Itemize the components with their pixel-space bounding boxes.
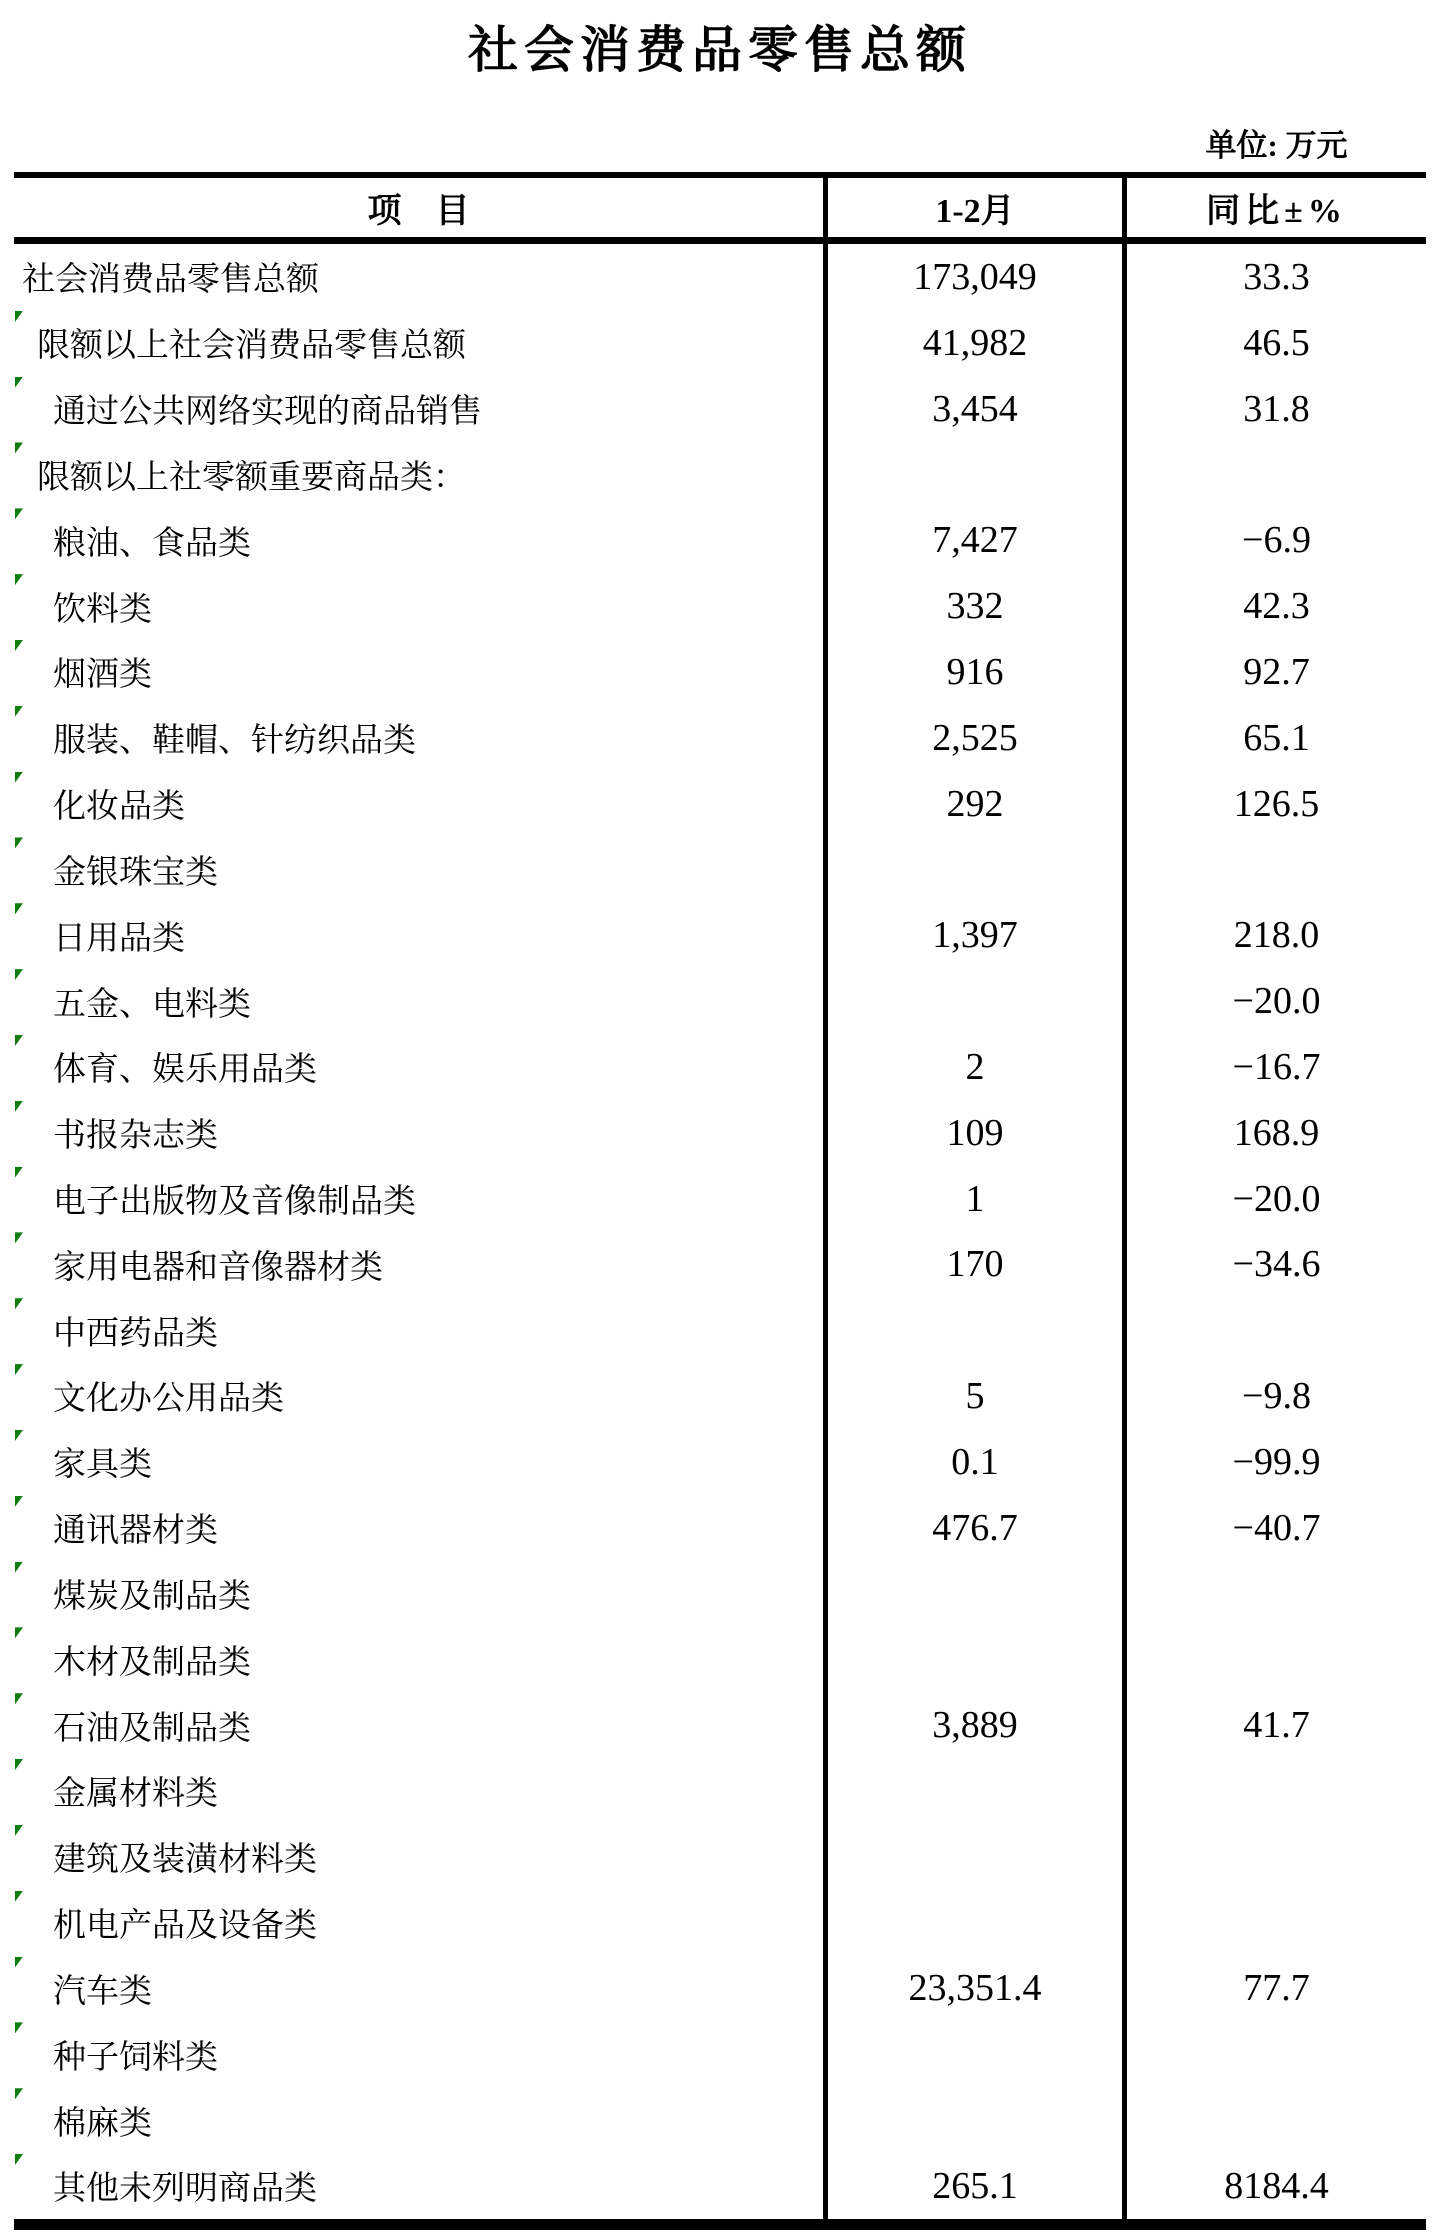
yoy-cell: −40.7 — [1122, 1495, 1426, 1561]
item-cell — [14, 1824, 823, 1890]
value-cell: 23,351.4 — [823, 1956, 1122, 2022]
item-cell — [14, 1890, 823, 1956]
value-cell: 170 — [823, 1231, 1122, 1297]
value-cell: 173,049 — [823, 244, 1122, 310]
item-label: 石油及制品类 — [53, 1710, 251, 1747]
item-label: 汽车类 — [53, 1973, 152, 2010]
yoy-cell — [1122, 1890, 1426, 1956]
value-cell — [823, 2087, 1122, 2153]
yoy-cell: 92.7 — [1122, 639, 1426, 705]
item-cell — [14, 1166, 823, 1232]
item-cell — [14, 1956, 823, 2022]
value-cell — [823, 968, 1122, 1034]
value-cell — [823, 1758, 1122, 1824]
yoy-cell: 218.0 — [1122, 902, 1426, 968]
item-label: 种子饲料类 — [53, 2039, 218, 2076]
table-row — [14, 376, 1426, 442]
yoy-cell: −99.9 — [1122, 1429, 1426, 1495]
comment-marker-icon — [15, 1825, 23, 1836]
value-cell: 332 — [823, 573, 1122, 639]
item-cell — [14, 310, 823, 376]
unit-label: 单位: 万元 — [1205, 128, 1348, 163]
table-body — [14, 244, 1426, 2219]
table-row — [14, 1231, 1426, 1297]
yoy-cell — [1122, 836, 1426, 902]
comment-marker-icon — [15, 574, 23, 585]
value-cell: 0.1 — [823, 1429, 1122, 1495]
item-label: 中西药品类 — [53, 1315, 218, 1352]
item-cell — [14, 1626, 823, 1692]
comment-marker-icon — [15, 311, 23, 322]
value-cell — [823, 1561, 1122, 1627]
yoy-cell: 126.5 — [1122, 771, 1426, 837]
retail-sales-table — [14, 172, 1426, 2230]
comment-marker-icon — [15, 640, 23, 651]
value-cell: 292 — [823, 771, 1122, 837]
item-cell — [14, 1692, 823, 1758]
item-label: 通讯器材类 — [53, 1513, 218, 1550]
table-header-row — [14, 178, 1426, 244]
value-cell: 1 — [823, 1166, 1122, 1232]
table-row — [14, 1824, 1426, 1890]
comment-marker-icon — [15, 1627, 23, 1638]
item-cell — [14, 1429, 823, 1495]
yoy-cell: −20.0 — [1122, 1166, 1426, 1232]
page-title: 社会消费品零售总额 — [468, 22, 972, 78]
item-cell — [14, 639, 823, 705]
yoy-cell: 46.5 — [1122, 310, 1426, 376]
yoy-cell: −20.0 — [1122, 968, 1426, 1034]
table-row — [14, 639, 1426, 705]
value-cell: 2 — [823, 1034, 1122, 1100]
item-cell — [14, 1561, 823, 1627]
item-label: 其他未列明商品类 — [53, 2171, 317, 2208]
value-cell: 5 — [823, 1363, 1122, 1429]
value-cell — [823, 1297, 1122, 1363]
item-cell — [14, 1495, 823, 1561]
item-label: 电子出版物及音像制品类 — [53, 1184, 416, 1220]
table-row — [14, 1429, 1426, 1495]
item-label: 烟酒类 — [53, 657, 152, 694]
item-label: 限额以上社零额重要商品类： — [37, 459, 466, 496]
item-cell — [14, 771, 823, 837]
value-cell: 476.7 — [823, 1495, 1122, 1561]
item-cell — [14, 1034, 823, 1100]
comment-marker-icon — [15, 772, 23, 783]
value-cell — [823, 1890, 1122, 1956]
comment-marker-icon — [15, 1167, 23, 1178]
item-cell — [14, 836, 823, 902]
item-label: 体育、娱乐用品类 — [53, 1052, 317, 1089]
value-cell: 2,525 — [823, 705, 1122, 771]
yoy-cell: 8184.4 — [1122, 2153, 1426, 2219]
value-cell: 3,889 — [823, 1692, 1122, 1758]
table-row — [14, 1034, 1426, 1100]
item-cell — [14, 507, 823, 573]
comment-marker-icon — [15, 1693, 23, 1704]
yoy-cell — [1122, 1561, 1426, 1627]
yoy-cell — [1122, 1758, 1426, 1824]
yoy-cell — [1122, 2087, 1426, 2153]
table-row — [14, 310, 1426, 376]
item-cell — [14, 1100, 823, 1166]
comment-marker-icon — [15, 706, 23, 717]
yoy-cell: −6.9 — [1122, 507, 1426, 573]
table-row — [14, 1692, 1426, 1758]
item-label: 日用品类 — [53, 920, 185, 957]
yoy-cell — [1122, 2021, 1426, 2087]
table-row — [14, 771, 1426, 837]
comment-marker-icon — [15, 1298, 23, 1309]
header-period-column: 1-2月 — [823, 178, 1122, 244]
table-row — [14, 902, 1426, 968]
item-label: 限额以上社会消费品零售总额 — [37, 328, 466, 365]
yoy-cell — [1122, 1824, 1426, 1890]
item-cell — [14, 376, 823, 442]
yoy-cell — [1122, 1297, 1426, 1363]
item-label: 饮料类 — [53, 591, 152, 628]
value-cell: 916 — [823, 639, 1122, 705]
table-row — [14, 1758, 1426, 1824]
comment-marker-icon — [15, 1364, 23, 1375]
yoy-cell: 65.1 — [1122, 705, 1426, 771]
header-item-column: 项 目 — [14, 178, 823, 244]
comment-marker-icon — [15, 377, 23, 388]
comment-marker-icon — [15, 1957, 23, 1968]
table-row — [14, 1626, 1426, 1692]
table-row — [14, 836, 1426, 902]
comment-marker-icon — [15, 837, 23, 848]
yoy-cell: −34.6 — [1122, 1231, 1426, 1297]
item-label: 通过公共网络实现的商品销售 — [53, 394, 482, 431]
table-row — [14, 1100, 1426, 1166]
yoy-cell: 42.3 — [1122, 573, 1426, 639]
yoy-cell: 168.9 — [1122, 1100, 1426, 1166]
item-cell — [14, 2153, 823, 2219]
table-row — [14, 441, 1426, 507]
value-cell: 265.1 — [823, 2153, 1122, 2219]
item-label: 家用电器和音像器材类 — [53, 1249, 383, 1286]
table-row — [14, 1561, 1426, 1627]
item-cell — [14, 573, 823, 639]
table-row — [14, 1495, 1426, 1561]
header-yoy-column: 同比±% — [1122, 178, 1426, 244]
comment-marker-icon — [15, 2088, 23, 2099]
value-cell: 3,454 — [823, 376, 1122, 442]
item-cell — [14, 1231, 823, 1297]
item-label: 社会消费品零售总额 — [22, 262, 319, 299]
item-label: 金属材料类 — [53, 1776, 218, 1813]
comment-marker-icon — [15, 2022, 23, 2033]
table-row — [14, 2153, 1426, 2219]
comment-marker-icon — [15, 969, 23, 980]
value-cell — [823, 836, 1122, 902]
comment-marker-icon — [15, 1430, 23, 1441]
value-cell: 1,397 — [823, 902, 1122, 968]
item-label: 五金、电料类 — [53, 986, 251, 1023]
table-row — [14, 1890, 1426, 1956]
item-label: 木材及制品类 — [53, 1644, 251, 1681]
yoy-cell: −16.7 — [1122, 1034, 1426, 1100]
comment-marker-icon — [15, 1891, 23, 1902]
comment-marker-icon — [15, 1562, 23, 1573]
item-label: 煤炭及制品类 — [53, 1578, 251, 1615]
value-cell — [823, 441, 1122, 507]
table-row — [14, 2021, 1426, 2087]
comment-marker-icon — [15, 1232, 23, 1243]
comment-marker-icon — [15, 1035, 23, 1046]
item-label: 金银珠宝类 — [53, 854, 218, 891]
yoy-cell: 77.7 — [1122, 1956, 1426, 2022]
item-cell — [14, 2087, 823, 2153]
table-row — [14, 1363, 1426, 1429]
comment-marker-icon — [15, 1496, 23, 1507]
item-label: 化妆品类 — [53, 789, 185, 826]
item-cell — [14, 244, 823, 310]
yoy-cell: −9.8 — [1122, 1363, 1426, 1429]
item-cell — [14, 705, 823, 771]
table-row — [14, 507, 1426, 573]
yoy-cell — [1122, 1626, 1426, 1692]
item-label: 服装、鞋帽、针纺织品类 — [53, 723, 416, 760]
table-row — [14, 1166, 1426, 1232]
item-cell — [14, 1758, 823, 1824]
value-cell: 41,982 — [823, 310, 1122, 376]
yoy-cell: 33.3 — [1122, 244, 1426, 310]
value-cell — [823, 1626, 1122, 1692]
item-cell — [14, 968, 823, 1034]
item-label: 机电产品及设备类 — [53, 1908, 317, 1945]
comment-marker-icon — [15, 903, 23, 914]
comment-marker-icon — [15, 2154, 23, 2165]
table-row — [14, 968, 1426, 1034]
item-cell — [14, 1297, 823, 1363]
item-cell — [14, 2021, 823, 2087]
comment-marker-icon — [15, 1759, 23, 1770]
table-row — [14, 2087, 1426, 2153]
item-label: 棉麻类 — [53, 2105, 152, 2142]
item-label: 书报杂志类 — [53, 1118, 218, 1155]
item-label: 家具类 — [53, 1447, 152, 1484]
item-label: 粮油、食品类 — [53, 525, 251, 562]
comment-marker-icon — [15, 442, 23, 453]
item-cell — [14, 1363, 823, 1429]
yoy-cell — [1122, 441, 1426, 507]
table-row — [14, 1956, 1426, 2022]
item-label: 建筑及装潢材料类 — [53, 1842, 317, 1879]
table-row — [14, 1297, 1426, 1363]
table-row — [14, 705, 1426, 771]
table-row — [14, 244, 1426, 310]
value-cell — [823, 2021, 1122, 2087]
item-label: 文化办公用品类 — [53, 1381, 284, 1418]
item-cell — [14, 441, 823, 507]
table-row — [14, 573, 1426, 639]
comment-marker-icon — [15, 1101, 23, 1112]
value-cell: 109 — [823, 1100, 1122, 1166]
yoy-cell: 31.8 — [1122, 376, 1426, 442]
comment-marker-icon — [15, 508, 23, 519]
yoy-cell: 41.7 — [1122, 1692, 1426, 1758]
value-cell: 7,427 — [823, 507, 1122, 573]
value-cell — [823, 1824, 1122, 1890]
item-cell — [14, 902, 823, 968]
